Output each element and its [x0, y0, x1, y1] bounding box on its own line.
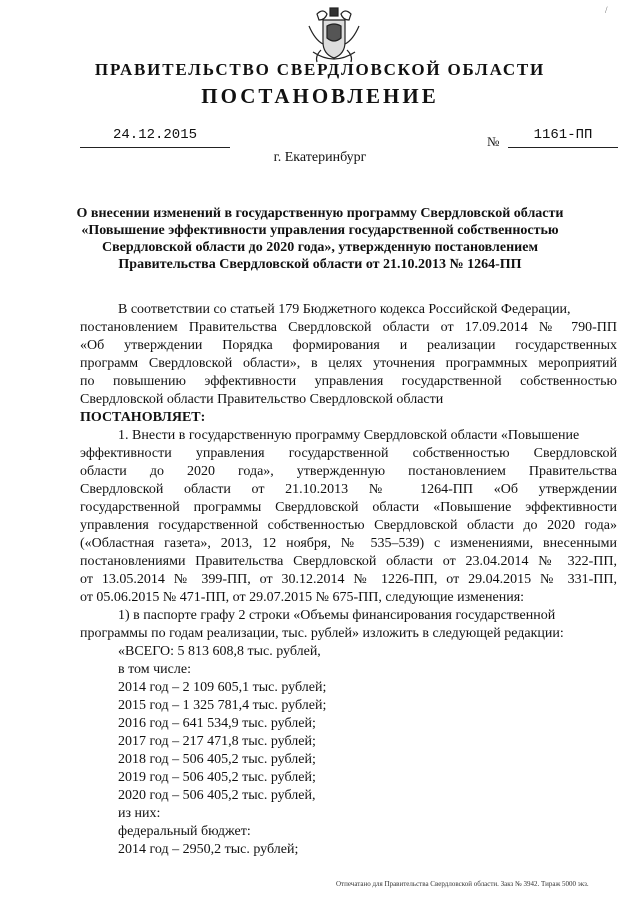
funding-line: из них:	[118, 806, 161, 821]
funding-line: 2014 год – 2 109 605,1 тыс. рублей;	[118, 680, 327, 695]
funding-line: «ВСЕГО: 5 813 608,8 тыс. рублей,	[118, 644, 321, 659]
intro-line: «Об утверждении Порядка формирования и реализации государственных	[80, 338, 617, 353]
item1-line: Свердловской области от 21.10.2013 № 1264-ПП «Об утверждении	[80, 482, 617, 497]
item1-line: 1. Внести в государственную программу Свердловской области «Повышение	[118, 428, 580, 443]
corner-mark: /	[605, 5, 608, 15]
title-line: Правительства Свердловской области от 21.10.2013 № 1264-ПП	[118, 257, 522, 272]
item1-line: от 13.05.2014 № 399-ПП, от 30.12.2014 № 1226-ПП, от 29.04.2015 № 331-ПП,	[80, 572, 617, 587]
title-line: О внесении изменений в государственную программу Свердловской области	[76, 206, 564, 221]
item1-line: постановлениями Правительства Свердловской области от 23.04.2014 № 322-ПП,	[80, 554, 617, 569]
document-number: 1161-ПП	[533, 127, 593, 143]
title-line: Свердловской области до 2020 года», утвержденную постановлением	[102, 240, 538, 255]
item1-line: области до 2020 года», утвержденную постановлением Правительства	[80, 464, 617, 479]
funding-line: 2019 год – 506 405,2 тыс. рублей;	[118, 770, 316, 785]
intro-line: постановлением Правительства Свердловской области от 17.09.2014 № 790-ПП	[80, 320, 617, 335]
funding-line: 2014 год – 2950,2 тыс. рублей;	[118, 842, 299, 857]
item1-line: управления государственной собственностью Свердловской области до 2020 года»	[80, 518, 617, 533]
item1-line: эффективности управления государственной собственностью Свердловской	[80, 446, 617, 461]
city-line: г. Екатеринбург	[273, 150, 367, 165]
funding-line: 2016 год – 641 534,9 тыс. рублей;	[118, 716, 316, 731]
item1-line: государственной программы Свердловской области «Повышение эффективности	[80, 500, 617, 515]
subitem1-line: программы по годам реализации, тыс. рублей» изложить в следующей редакции:	[80, 626, 564, 641]
funding-line: 2020 год – 506 405,2 тыс. рублей,	[118, 788, 316, 803]
intro-line: по повышению эффективности управления государственной собственностью	[80, 374, 617, 389]
intro-line: Свердловской области Правительство Свердловской области	[80, 392, 444, 407]
item1-line: («Областная газета», 2013, 12 ноября, № 535–539) с изменениями, внесенными	[80, 536, 617, 551]
number-sign: №	[487, 134, 500, 149]
funding-line: 2015 год – 1 325 781,4 тыс. рублей;	[118, 698, 327, 713]
subitem1-line: 1) в паспорте графу 2 строки «Объемы финансирования государственной	[118, 608, 556, 623]
funding-line: 2017 год – 217 471,8 тыс. рублей;	[118, 734, 316, 749]
resolves-heading: ПОСТАНОВЛЯЕТ:	[80, 410, 206, 425]
document-date: 24.12.2015	[112, 127, 197, 143]
coat-of-arms-emblem	[303, 6, 365, 64]
funding-line: 2018 год – 506 405,2 тыс. рублей;	[118, 752, 316, 767]
funding-line: федеральный бюджет:	[118, 824, 251, 839]
item1-line: от 05.06.2015 № 471-ПП, от 29.07.2015 № 675-ПП, следующие изменения:	[80, 590, 525, 605]
funding-line: в том числе:	[118, 662, 191, 677]
print-footer: Отпечатано для Правительства Свердловской области. Закз № 3942. Тираж 5000 экз.	[336, 880, 589, 888]
title-line: «Повышение эффективности управления государственной собственностью	[81, 223, 559, 238]
intro-line: В соответствии со статьей 179 Бюджетного кодекса Российской Федерации,	[118, 302, 571, 317]
government-title: ПРАВИТЕЛЬСТВО СВЕРДЛОВСКОЙ ОБЛАСТИ	[94, 60, 546, 79]
document-type: ПОСТАНОВЛЕНИЕ	[201, 84, 439, 108]
intro-line: программ Свердловской области», в целях уточнения программных мероприятий	[80, 356, 617, 371]
